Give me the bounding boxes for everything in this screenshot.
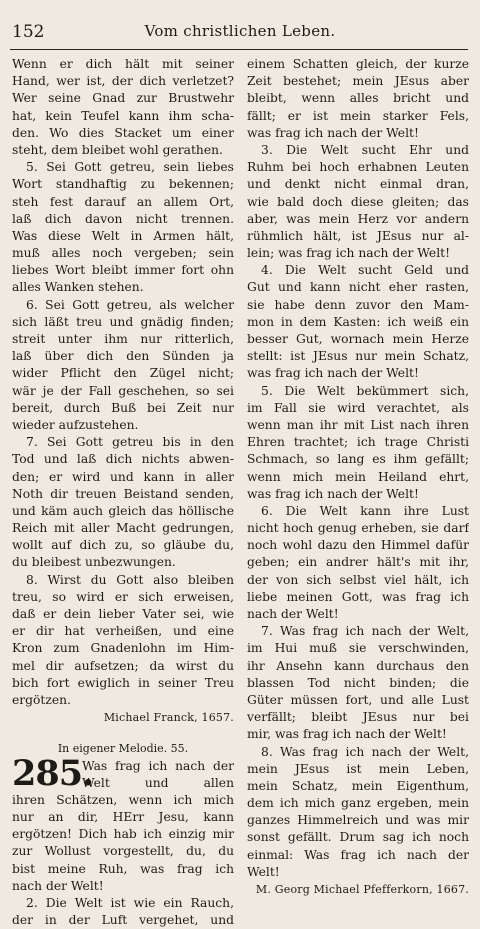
header-rule bbox=[10, 49, 468, 50]
text-line: nur an dir, HErr Jesu, kann bbox=[12, 809, 234, 826]
text-line: 6. Die Welt kann ihre Lust bbox=[247, 503, 469, 520]
text-line: ganzes Himmelreich und was mir bbox=[247, 812, 469, 829]
text-line: geben; ein andrer hält's mit ihr, bbox=[247, 554, 469, 571]
text-line: lein; was frag ich nach der Welt! bbox=[247, 245, 469, 262]
text-line: liebe meinen Gott, was frag ich bbox=[247, 589, 469, 606]
text-line: 5. Die Welt bekümmert sich, bbox=[247, 383, 469, 400]
text-line: wieder aufzustehen. bbox=[12, 417, 234, 434]
text-line: 2. Die Welt ist wie ein Rauch, bbox=[12, 895, 234, 912]
text-line: steh fest darauf an allem Ort, bbox=[12, 194, 234, 211]
text-line: Wort standhaftig zu bekennen; bbox=[12, 176, 234, 193]
text-line: muß alles noch vergeben; sein bbox=[12, 245, 234, 262]
text-line: Wenn er dich hält mit seiner bbox=[12, 56, 234, 73]
hymn-number: 285. bbox=[12, 754, 93, 794]
text-line: 7. Was frag ich nach der Welt, bbox=[247, 623, 469, 640]
left-column bbox=[12, 56, 234, 929]
text-line: streit unter ihm nur ritterlich, bbox=[12, 331, 234, 348]
text-line: mir, was frag ich nach der Welt! bbox=[247, 726, 469, 743]
author-attribution: Michael Franck, 1657. bbox=[12, 709, 234, 726]
text-line: den. Wo dies Stacket um einer bbox=[12, 125, 234, 142]
text-line: was frag ich nach der Welt! bbox=[247, 486, 469, 503]
text-line: ergötzen. bbox=[12, 692, 234, 709]
text-line: laß dich davon nicht trennen. bbox=[12, 211, 234, 228]
page-header bbox=[0, 22, 480, 48]
text-line: er dir hat verheißen, und eine bbox=[12, 623, 234, 640]
text-line: im Hui muß sie verschwinden, bbox=[247, 640, 469, 657]
page-number: 152 bbox=[12, 22, 44, 42]
text-line: liebes Wort bleibt immer fort ohn bbox=[12, 262, 234, 279]
text-line: noch wohl dazu den Himmel dafür bbox=[247, 537, 469, 554]
text-line: bleibt, wenn alles bricht und bbox=[247, 90, 469, 107]
text-line: daß er dein lieber Vater sei, wie bbox=[12, 606, 234, 623]
text-line: wollt auf dich zu, so gläube du, bbox=[12, 537, 234, 554]
text-line: mein JEsus ist mein Leben, bbox=[247, 761, 469, 778]
text-line: du bleibest unbezwungen. bbox=[12, 554, 234, 571]
text-line: aber, was mein Herz vor andern bbox=[247, 211, 469, 228]
text-line: Wer seine Gnad zur Brustwehr bbox=[12, 90, 234, 107]
text-line: besser Gut, wornach mein Herze bbox=[247, 331, 469, 348]
running-title: Vom christlichen Leben. bbox=[0, 22, 480, 40]
text-line: und käm auch gleich das höllische bbox=[12, 503, 234, 520]
text-line: hat, kein Teufel kann ihm scha- bbox=[12, 108, 234, 125]
text-line: Reich mit aller Macht gedrungen, bbox=[12, 520, 234, 537]
text-line: zur Wollust vorgestellt, du, du bbox=[12, 843, 234, 860]
text-line: einem Schatten gleich, der kurze bbox=[247, 56, 469, 73]
melody-heading: In eigener Melodie. 55. bbox=[12, 740, 234, 757]
text-line: Was frag ich nach der bbox=[12, 758, 234, 775]
text-line: steht, dem bleibet wohl gerathen. bbox=[12, 142, 234, 159]
text-line: im Fall sie wird verachtet, als bbox=[247, 400, 469, 417]
text-line: 8. Wirst du Gott also bleiben bbox=[12, 572, 234, 589]
text-line: 6. Sei Gott getreu, als welcher bbox=[12, 297, 234, 314]
author-attribution: M. Georg Michael Pfefferkorn, 1667. bbox=[247, 881, 469, 898]
text-line: stellt: ist JEsus nur mein Schatz, bbox=[247, 348, 469, 365]
text-line: mel dir aufsetzen; da wirst du bbox=[12, 658, 234, 675]
text-line: Kron zum Gnadenlohn im Him- bbox=[12, 640, 234, 657]
text-line: Hand, wer ist, der dich verletzet? bbox=[12, 73, 234, 90]
text-line: wie bald doch diese gleiten; das bbox=[247, 194, 469, 211]
text-line: den; er wird und kann in aller bbox=[12, 469, 234, 486]
text-line: ihr Ansehn kann durchaus den bbox=[247, 658, 469, 675]
text-line: bist meine Ruh, was frag ich bbox=[12, 861, 234, 878]
text-line: ihren Schätzen, wenn ich mich bbox=[12, 792, 234, 809]
text-line: der in der Luft vergehet, und bbox=[12, 912, 234, 929]
text-line: einmal: Was frag ich nach der bbox=[247, 847, 469, 864]
text-line: 3. Die Welt sucht Ehr und bbox=[247, 142, 469, 159]
text-line: 5. Sei Gott getreu, sein liebes bbox=[12, 159, 234, 176]
text-line: Schmach, so lang es ihm gefällt; bbox=[247, 451, 469, 468]
text-line: rühmlich hält, ist JEsus nur al- bbox=[247, 228, 469, 245]
text-line: nicht hoch genug erheben, sie darf bbox=[247, 520, 469, 537]
text-line: was frag ich nach der Welt! bbox=[247, 365, 469, 382]
text-line: fällt; er ist mein starker Fels, bbox=[247, 108, 469, 125]
text-line: Gut und kann nicht eher rasten, bbox=[247, 279, 469, 296]
text-line: dem ich mich ganz ergeben, mein bbox=[247, 795, 469, 812]
text-line: sonst gefällt. Drum sag ich noch bbox=[247, 829, 469, 846]
hymn-opening bbox=[12, 758, 234, 929]
text-line: Güter müssen fort, und alle Lust bbox=[247, 692, 469, 709]
text-line: wär je der Fall geschehen, so sei bbox=[12, 383, 234, 400]
text-line: mein Schatz, mein Eigenthum, bbox=[247, 778, 469, 795]
text-line: bereit, durch Buß bei Zeit nur bbox=[12, 400, 234, 417]
text-line: nach der Welt! bbox=[12, 878, 234, 895]
text-line: wider Pflicht den Zügel nicht; bbox=[12, 365, 234, 382]
text-line: treu, so wird er sich erweisen, bbox=[12, 589, 234, 606]
text-line: bich fort ewiglich in seiner Treu bbox=[12, 675, 234, 692]
text-line: laß über dich den Sünden ja bbox=[12, 348, 234, 365]
text-line: Zeit bestehet; mein JEsus aber bbox=[247, 73, 469, 90]
text-line: alles Wanken stehen. bbox=[12, 279, 234, 296]
text-line: ergötzen! Dich hab ich einzig mir bbox=[12, 826, 234, 843]
text-line: und denkt nicht einmal dran, bbox=[247, 176, 469, 193]
text-line: mon in dem Kasten: ich weiß ein bbox=[247, 314, 469, 331]
text-line: Tod und laß dich nichts abwen- bbox=[12, 451, 234, 468]
text-line: 4. Die Welt sucht Geld und bbox=[247, 262, 469, 279]
text-line: der von sich selbst viel hält, ich bbox=[247, 572, 469, 589]
text-line: sie habe denn zuvor den Mam- bbox=[247, 297, 469, 314]
text-line: Ruhm bei hoch erhabnen Leuten bbox=[247, 159, 469, 176]
text-line: Ehren trachtet; ich trage Christi bbox=[247, 434, 469, 451]
text-line: Was diese Welt in Armen hält, bbox=[12, 228, 234, 245]
text-line: was frag ich nach der Welt! bbox=[247, 125, 469, 142]
text-line: wenn man ihr mit List nach ihren bbox=[247, 417, 469, 434]
text-line: Welt und allen bbox=[12, 775, 234, 792]
text-line: wenn mich mein Heiland ehrt, bbox=[247, 469, 469, 486]
text-line: nach der Welt! bbox=[247, 606, 469, 623]
text-line: verfällt; bleibt JEsus nur bei bbox=[247, 709, 469, 726]
text-line: blassen Tod nicht binden; die bbox=[247, 675, 469, 692]
text-line: Welt! bbox=[247, 864, 469, 881]
text-line: 8. Was frag ich nach der Welt, bbox=[247, 744, 469, 761]
text-line: 7. Sei Gott getreu bis in den bbox=[12, 434, 234, 451]
text-line: sich läßt treu und gnädig finden; bbox=[12, 314, 234, 331]
text-line: Noth dir treuen Beistand senden, bbox=[12, 486, 234, 503]
spacer bbox=[12, 726, 234, 740]
right-column bbox=[247, 56, 469, 898]
